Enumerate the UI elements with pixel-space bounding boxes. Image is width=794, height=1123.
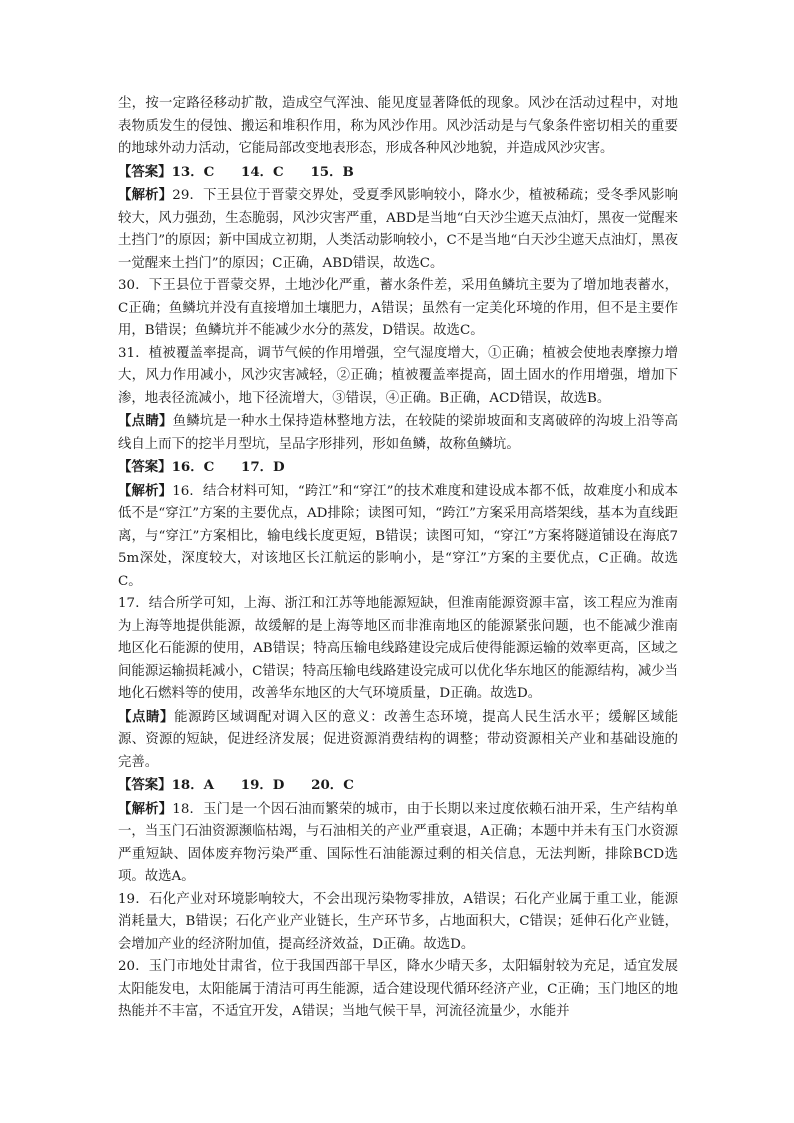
key-point-label: 【点睛】	[118, 708, 175, 725]
analysis-19	[118, 889, 678, 957]
answer-values: 13．C 14．C 15．B	[171, 163, 354, 180]
paragraph-text: 19．石化产业对环境影响较大，不会出现污染物零排放，A错误；石化产业属于重工业，能源消耗量大，B错误；石化产业产业链长，生产环节多，占地面积大，C错误；延伸石化产业链，会增加产业的经济附加值，提高经济效益，D正确。故选D。	[118, 891, 678, 952]
analysis-20	[118, 956, 678, 1024]
analysis-31	[118, 343, 678, 411]
key-point-energy-transfer	[118, 706, 678, 775]
document-page	[118, 93, 678, 1024]
answer-label: 【答案】	[118, 459, 172, 475]
answer-line-18-20	[118, 774, 678, 798]
answer-label: 【答案】	[118, 163, 172, 180]
paragraph-text: 能源跨区域调配对调入区的意义：改善生态环境，提高人民生活水平；缓解区域能源、资源的短缺，促进经济发展；促进资源消费结构的调整；带动资源相关产业和基础设施的完善。	[118, 709, 678, 770]
paragraph-intro	[118, 93, 678, 161]
paragraph-text: 30．下王县位于晋蒙交界，土地沙化严重，蓄水条件差，采用鱼鳞坑主要为了增加地表蓄水，C正确；鱼鳞坑并没有直接增加土壤肥力，A错误；虽然有一定美化环境的作用，但不是主要作用，B错误；鱼鳞坑并不能减少水分的蒸发，D错误。故选C。	[118, 278, 678, 338]
paragraph-text: 16．结合材料可知，“跨江”和“穿江”的技术难度和建设成本都不低，故难度小和成本低不是“穿江”方案的主要优点，AD排除；读图可知，“跨江”方案采用高塔架线，基本为直线距离，与“穿江”方案相比，输电线长度更短，B错误；读图可知，“穿江”方案将隧道铺设在海底75m深处，深度较大，对该地区长江航运的影响小，是“穿江”方案的主要优点，C正确。故选C。	[118, 483, 679, 589]
paragraph-text: 尘，按一定路径移动扩散，造成空气浑浊、能见度显著降低的现象。风沙在活动过程中，对地表物质发生的侵蚀、搬运和堆积作用，称为风沙作用。风沙活动是与气象条件密切相关的重要的地球外动力活动，它能局部改变地表形态，形成各种风沙地貌，并造成风沙灾害。	[118, 96, 678, 156]
paragraph-text: 29．下王县位于晋蒙交界处，受夏季风影响较小，降水少，植被稀疏；受冬季风影响较大，风力强劲，生态脆弱，风沙灾害严重，ABD是当地“白天沙尘遮天点油灯，黑夜一觉醒来土挡门”的原因；新中国成立初期，人类活动影响较小，C不是当地“白天沙尘遮天点油灯，黑夜一觉醒来土挡门”的原因；C正确，ABD错误，故选C。	[118, 188, 678, 271]
analysis-17	[118, 593, 678, 706]
answer-values: 16．C 17．D	[171, 459, 285, 475]
paragraph-text: 17．结合所学可知，上海、浙江和江苏等地能源短缺，但淮南能源资源丰富，该工程应为淮南为上海等地提供能源，故缓解的是上海等地区而非淮南地区的能源紧张问题，也不能减少淮南地区化石能源的使用，AB错误；特高压输电线路建设完成后使得能源运输的效率更高，区域之间能源运输损耗减小，C错误；特高压输电线路建设完成可以优化华东地区的能源结构，减少当地化石燃料等的使用，改善华东地区的大气环境质量，D正确。故选D。	[118, 596, 678, 701]
analysis-30	[118, 275, 678, 343]
analysis-label: 【解析】	[118, 187, 173, 203]
analysis-label: 【解析】	[118, 800, 173, 817]
answer-line-13-15	[118, 161, 678, 185]
answer-label: 【答案】	[118, 777, 172, 793]
paragraph-text: 18．玉门是一个因石油而繁荣的城市，由于长期以来过度依赖石油开采，生产结构单一，当玉门石油资源濒临枯竭，与石油相关的产业严重衰退，A正确；本题中并未有玉门水资源严重短缺、固体废弃物污染严重、国际性石油能源过剩的相关信息，无法判断，排除BCD选项。故选A。	[118, 801, 678, 884]
paragraph-text: 20．玉门市地处甘肃省，位于我国西部干旱区，降水少晴天多，太阳辐射较为充足，适宜发展太阳能发电，太阳能属于清洁可再生能源，适合建设现代循环经济产业，C正确；玉门地区的地热能并不丰富，不适宜开发，A错误；当地气候干旱，河流径流量少，水能并	[118, 959, 678, 1019]
analysis-18	[118, 798, 678, 889]
analysis-16	[118, 480, 678, 594]
analysis-label: 【解析】	[118, 482, 173, 499]
answer-values: 18．A 19．D 20．C	[171, 777, 354, 793]
paragraph-text: 31．植被覆盖率提高，调节气候的作用增强，空气湿度增大，①正确；植被会使地表摩擦力增大，风力作用减小，风沙灾害减轻，②正确；植被覆盖率提高，固土固水的作用增强，增加下渗，地表径流减小，地下径流增大，③错误，④正确。B正确，ACD错误，故选B。	[118, 345, 678, 406]
answer-line-16-17	[118, 456, 678, 480]
key-point-fish-scale-pit	[118, 410, 678, 456]
paragraph-text: 鱼鳞坑是一种水土保持造林整地方法，在较陡的梁峁坡面和支离破碎的沟坡上沿等高线自上而下的挖半月型坑，呈品字形排列，形如鱼鳞，故称鱼鳞坑。	[118, 414, 679, 452]
key-point-label: 【点睛】	[118, 413, 173, 429]
analysis-29	[118, 184, 678, 275]
